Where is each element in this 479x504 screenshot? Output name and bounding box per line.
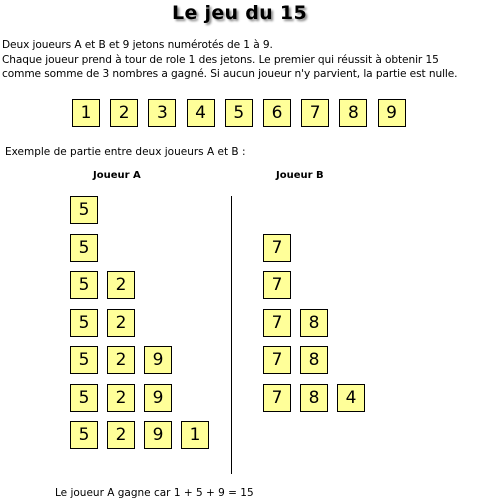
- player-a-token: 2: [107, 309, 135, 337]
- player-a-token: 5: [70, 271, 98, 299]
- player-a-token: 1: [181, 421, 209, 449]
- player-a-token: 9: [144, 421, 172, 449]
- player-a-token: 2: [107, 346, 135, 374]
- player-b-token: 7: [263, 271, 291, 299]
- player-b-label: Joueur B: [276, 170, 324, 181]
- column-divider: [231, 196, 232, 474]
- player-a-token: 5: [70, 234, 98, 262]
- player-a-token: 5: [70, 196, 98, 224]
- player-a-token: 2: [107, 421, 135, 449]
- player-a-label: Joueur A: [93, 170, 141, 181]
- player-a-token: 5: [70, 346, 98, 374]
- player-b-token: 4: [337, 384, 365, 412]
- player-a-token: 5: [70, 309, 98, 337]
- token-tile: 3: [148, 99, 176, 127]
- example-label: Exemple de partie entre deux joueurs A et B :: [5, 146, 246, 158]
- player-a-token: 5: [70, 384, 98, 412]
- token-tile: 5: [225, 99, 253, 127]
- player-a-token: 5: [70, 421, 98, 449]
- player-b-token: 8: [300, 346, 328, 374]
- token-tile: 6: [263, 99, 291, 127]
- player-b-token: 7: [263, 384, 291, 412]
- result-text: Le joueur A gagne car 1 + 5 + 9 = 15: [55, 487, 254, 499]
- player-b-token: 8: [300, 309, 328, 337]
- player-b-token: 7: [263, 309, 291, 337]
- player-a-token: 9: [144, 346, 172, 374]
- token-tile: 7: [301, 99, 329, 127]
- token-tile: 9: [378, 99, 406, 127]
- token-tile: 4: [187, 99, 215, 127]
- rules-text: Deux joueurs A et B et 9 jetons numérotés de 1 à 9. Chaque joueur prend à tour de role 1 des jetons. Le premier qui réussit à obtenir 15 comme somme de 3 nombres a gagné. Si aucun joueur n'y parvient, la partie est nulle.: [2, 39, 458, 80]
- player-b-token: 8: [300, 384, 328, 412]
- token-tile: 1: [72, 99, 100, 127]
- page-title: Le jeu du 15: [172, 2, 307, 24]
- player-a-token: 2: [107, 384, 135, 412]
- player-b-token: 7: [263, 234, 291, 262]
- token-tile: 2: [110, 99, 138, 127]
- token-tile: 8: [339, 99, 367, 127]
- player-a-token: 9: [144, 384, 172, 412]
- player-b-token: 7: [263, 346, 291, 374]
- player-a-token: 2: [107, 271, 135, 299]
